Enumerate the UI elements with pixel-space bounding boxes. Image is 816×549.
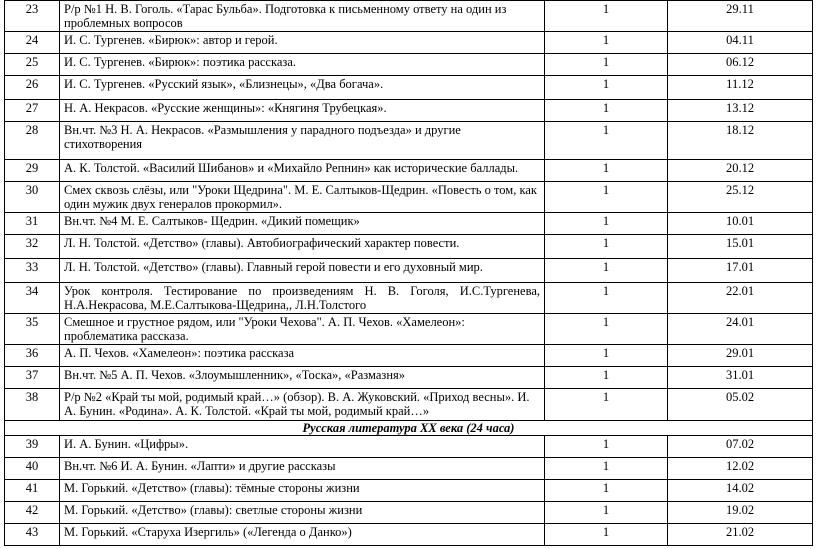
- table-row: [5, 502, 813, 524]
- date-cell: 15.01: [668, 235, 813, 259]
- lesson-topic-cell: И. С. Тургенев. «Бирюк»: автор и герой.: [60, 32, 545, 54]
- table-row: [5, 389, 813, 421]
- table-row: [5, 160, 813, 182]
- table-row: [5, 54, 813, 76]
- lesson-topic-cell: Н. А. Некрасов. «Русские женщины»: «Княгиня Трубецкая».: [60, 100, 545, 122]
- lesson-number-cell: 23: [5, 1, 60, 32]
- lesson-topic-cell: М. Горький. «Детство» (главы): светлые стороны жизни: [60, 502, 545, 524]
- table-row: [5, 32, 813, 54]
- lesson-topic-cell: И. С. Тургенев. «Бирюк»: поэтика рассказа.: [60, 54, 545, 76]
- lesson-number-cell: 28: [5, 122, 60, 160]
- hours-cell: 1: [545, 480, 668, 502]
- hours-cell: 1: [545, 32, 668, 54]
- table-row: [5, 76, 813, 100]
- hours-cell: 1: [545, 213, 668, 235]
- table-row: [5, 259, 813, 283]
- date-cell: 29.01: [668, 345, 813, 367]
- lesson-topic-cell: Л. Н. Толстой. «Детство» (главы). Главный герой повести и его духовный мир.: [60, 259, 545, 283]
- lesson-number-cell: 38: [5, 389, 60, 421]
- date-cell: 04.11: [668, 32, 813, 54]
- lesson-number-cell: 43: [5, 524, 60, 546]
- table-row: [5, 524, 813, 546]
- lesson-plan-table: [4, 0, 813, 546]
- lesson-number-cell: 26: [5, 76, 60, 100]
- lesson-topic-cell: И. А. Бунин. «Цифры».: [60, 436, 545, 458]
- lesson-number-cell: 24: [5, 32, 60, 54]
- lesson-number-cell: 29: [5, 160, 60, 182]
- lesson-topic-cell: Смех сквозь слёзы, или "Уроки Щедрина". М. Е. Салтыков-Щедрин. «Повесть о том, как один мужик двух генералов прокормил».: [60, 182, 545, 213]
- lesson-topic-cell: Р/р №2 «Край ты мой, родимый край…» (обзор). В. А. Жуковский. «Приход весны». И. А. Бунин. «Родина». А. К. Толстой. «Край ты мой, родимый край…»: [60, 389, 545, 421]
- date-cell: 25.12: [668, 182, 813, 213]
- hours-cell: 1: [545, 283, 668, 314]
- table-row: [5, 283, 813, 314]
- table-row: [5, 182, 813, 213]
- section-header-row: [5, 421, 813, 436]
- table-row: [5, 458, 813, 480]
- lesson-topic-cell: Вн.чт. №6 И. А. Бунин. «Лапти» и другие рассказы: [60, 458, 545, 480]
- date-cell: 21.02: [668, 524, 813, 546]
- date-cell: 20.12: [668, 160, 813, 182]
- date-cell: 10.01: [668, 213, 813, 235]
- date-cell: 12.02: [668, 458, 813, 480]
- lesson-topic-cell: М. Горький. «Старуха Изергиль» («Легенда о Данко»): [60, 524, 545, 546]
- lesson-number-cell: 34: [5, 283, 60, 314]
- table-row: [5, 100, 813, 122]
- lesson-topic-cell: М. Горький. «Детство» (главы): тёмные стороны жизни: [60, 480, 545, 502]
- lesson-topic-cell: Урок контроля. Тестирование по произведениям Н. В. Гоголя, И.С.Тургенева, Н.А.Некрасова, М.Е.Салтыкова-Щедрина,, Л.Н.Толстого: [60, 283, 545, 314]
- lesson-number-cell: 30: [5, 182, 60, 213]
- date-cell: 07.02: [668, 436, 813, 458]
- table-row: [5, 480, 813, 502]
- lesson-number-cell: 32: [5, 235, 60, 259]
- date-cell: 31.01: [668, 367, 813, 389]
- date-cell: 05.02: [668, 389, 813, 421]
- lesson-number-cell: 41: [5, 480, 60, 502]
- date-cell: 19.02: [668, 502, 813, 524]
- lesson-number-cell: 37: [5, 367, 60, 389]
- hours-cell: 1: [545, 122, 668, 160]
- hours-cell: 1: [545, 235, 668, 259]
- date-cell: 24.01: [668, 314, 813, 345]
- lesson-number-cell: 35: [5, 314, 60, 345]
- hours-cell: 1: [545, 160, 668, 182]
- lesson-topic-cell: Смешное и грустное рядом, или "Уроки Чехова". А. П. Чехов. «Хамелеон»: проблематика рассказа.: [60, 314, 545, 345]
- date-cell: 22.01: [668, 283, 813, 314]
- lesson-topic-cell: Л. Н. Толстой. «Детство» (главы). Автобиографический характер повести.: [60, 235, 545, 259]
- date-cell: 17.01: [668, 259, 813, 283]
- hours-cell: 1: [545, 436, 668, 458]
- lesson-topic-cell: Р/р №1 Н. В. Гоголь. «Тарас Бульба». Подготовка к письменному ответу на один из проблемных вопросов: [60, 1, 545, 32]
- date-cell: 14.02: [668, 480, 813, 502]
- lesson-number-cell: 39: [5, 436, 60, 458]
- lesson-topic-cell: И. С. Тургенев. «Русский язык», «Близнецы», «Два богача».: [60, 76, 545, 100]
- hours-cell: 1: [545, 524, 668, 546]
- hours-cell: 1: [545, 54, 668, 76]
- table-row: [5, 235, 813, 259]
- lesson-number-cell: 40: [5, 458, 60, 480]
- lesson-topic-cell: Вн.чт. №5 А. П. Чехов. «Злоумышленник», «Тоска», «Размазня»: [60, 367, 545, 389]
- hours-cell: 1: [545, 389, 668, 421]
- table-row: [5, 367, 813, 389]
- date-cell: 11.12: [668, 76, 813, 100]
- lesson-topic-cell: Вн.чт. №3 Н. А. Некрасов. «Размышления у парадного подъезда» и другие стихотворения: [60, 122, 545, 160]
- lesson-number-cell: 31: [5, 213, 60, 235]
- lesson-number-cell: 33: [5, 259, 60, 283]
- hours-cell: 1: [545, 76, 668, 100]
- table-row: [5, 436, 813, 458]
- lesson-topic-cell: А. К. Толстой. «Василий Шибанов» и «Михайло Репнин» как исторические баллады.: [60, 160, 545, 182]
- hours-cell: 1: [545, 458, 668, 480]
- lesson-number-cell: 42: [5, 502, 60, 524]
- date-cell: 18.12: [668, 122, 813, 160]
- lesson-plan-body: [5, 1, 813, 546]
- date-cell: 06.12: [668, 54, 813, 76]
- table-row: [5, 1, 813, 32]
- table-row: [5, 213, 813, 235]
- hours-cell: 1: [545, 182, 668, 213]
- hours-cell: 1: [545, 1, 668, 32]
- lesson-number-cell: 27: [5, 100, 60, 122]
- lesson-topic-cell: А. П. Чехов. «Хамелеон»: поэтика рассказа: [60, 345, 545, 367]
- section-title: Русская литература XX века (24 часа): [5, 421, 813, 436]
- hours-cell: 1: [545, 345, 668, 367]
- hours-cell: 1: [545, 314, 668, 345]
- lesson-topic-cell: Вн.чт. №4 М. Е. Салтыков- Щедрин. «Дикий помещик»: [60, 213, 545, 235]
- date-cell: 13.12: [668, 100, 813, 122]
- table-row: [5, 345, 813, 367]
- hours-cell: 1: [545, 259, 668, 283]
- date-cell: 29.11: [668, 1, 813, 32]
- hours-cell: 1: [545, 367, 668, 389]
- hours-cell: 1: [545, 502, 668, 524]
- lesson-number-cell: 36: [5, 345, 60, 367]
- lesson-number-cell: 25: [5, 54, 60, 76]
- hours-cell: 1: [545, 100, 668, 122]
- table-row: [5, 122, 813, 160]
- table-row: [5, 314, 813, 345]
